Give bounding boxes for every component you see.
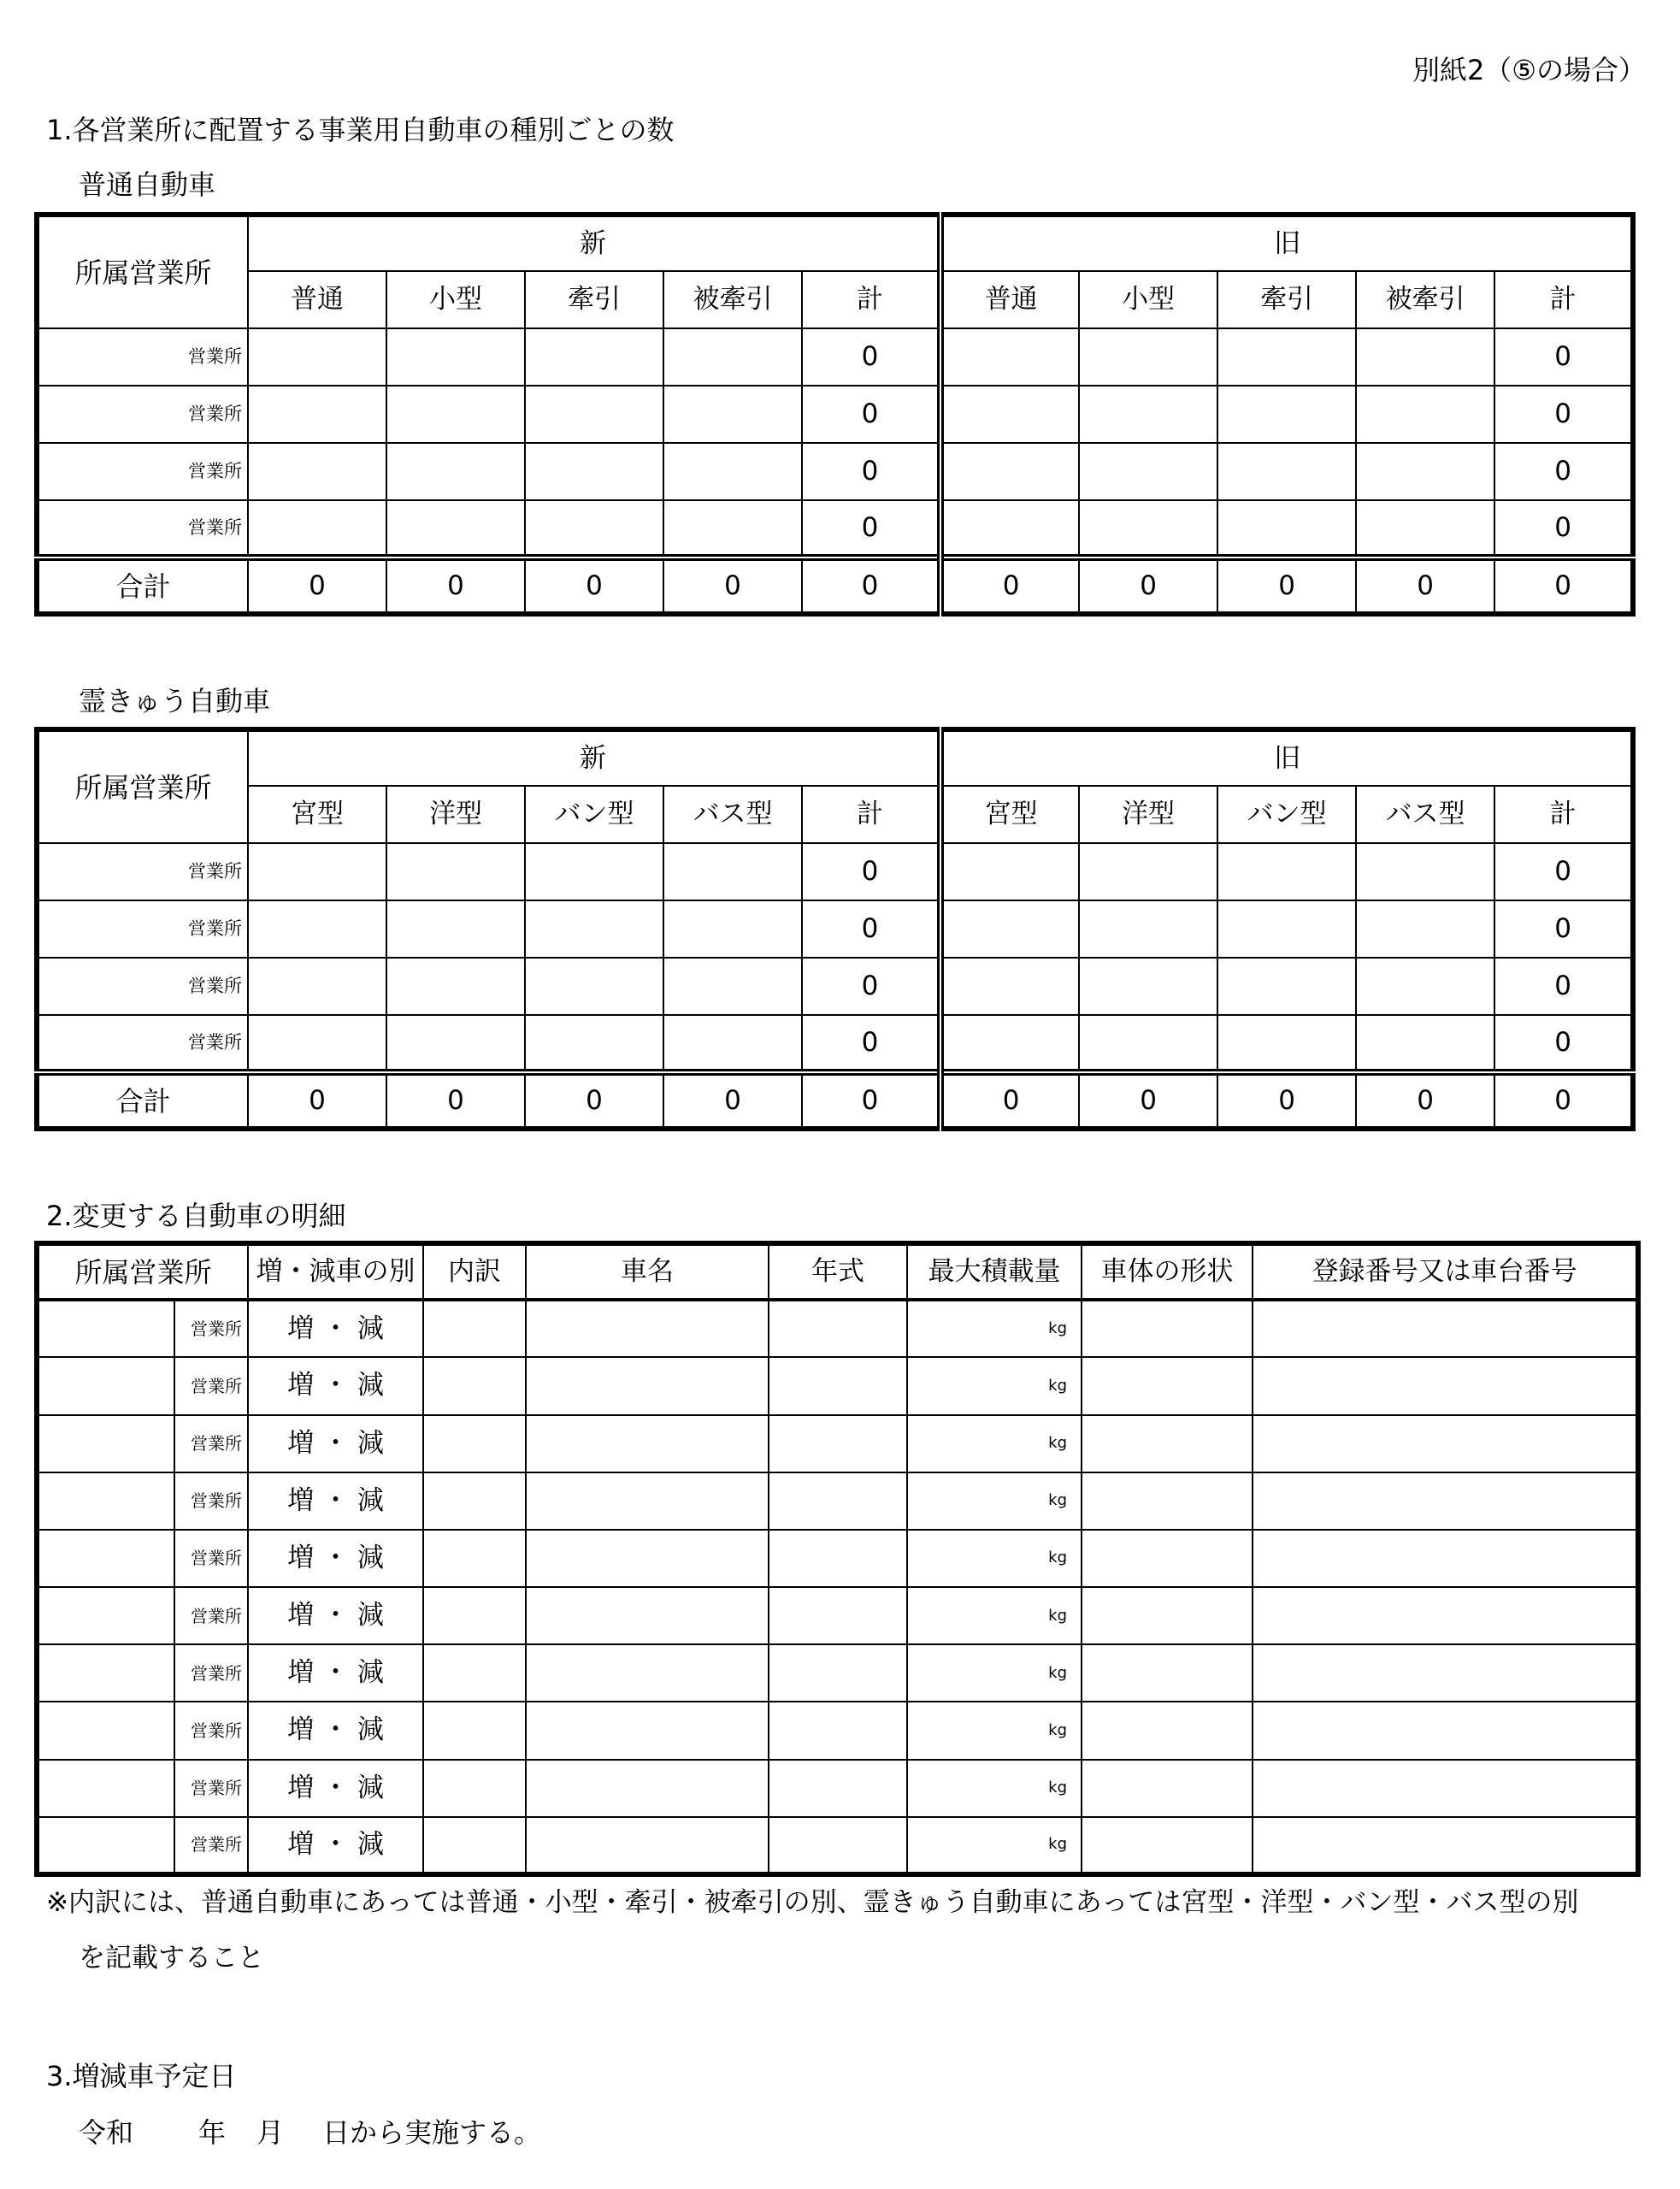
col-header-old-total: 計 <box>1494 271 1633 328</box>
office-label: 営業所 <box>174 1817 248 1874</box>
input-cell[interactable] <box>940 500 1079 558</box>
model-year-cell[interactable] <box>769 1300 907 1357</box>
section3-title: 3.増減車予定日 <box>46 2060 237 2092</box>
input-cell[interactable] <box>248 843 386 900</box>
old-row-total: 0 <box>1494 386 1633 443</box>
office-label: 営業所 <box>37 443 248 500</box>
col-header-new-van: バン型 <box>525 786 663 843</box>
vehicle-name-cell[interactable] <box>526 1817 769 1874</box>
old-group-header: 旧 <box>940 729 1633 786</box>
registration-number-cell[interactable] <box>1253 1300 1638 1357</box>
col-header-old-miya: 宮型 <box>940 786 1079 843</box>
total-value: 0 <box>1079 558 1217 614</box>
office-name-cell[interactable] <box>37 1357 174 1414</box>
input-cell[interactable] <box>386 500 525 558</box>
max-load-cell[interactable]: kg <box>907 1817 1082 1874</box>
office-label: 営業所 <box>174 1644 248 1702</box>
input-cell[interactable] <box>386 443 525 500</box>
input-cell[interactable] <box>1217 1015 1356 1072</box>
model-year-cell[interactable] <box>769 1587 907 1644</box>
increase-decrease-choice[interactable]: 増 ・ 減 <box>248 1702 423 1759</box>
input-cell[interactable] <box>1079 443 1217 500</box>
input-cell[interactable] <box>663 900 802 958</box>
vehicle-name-cell[interactable] <box>526 1702 769 1759</box>
table-row <box>37 1357 1638 1414</box>
office-label: 営業所 <box>174 1357 248 1414</box>
office-label: 営業所 <box>37 900 248 958</box>
registration-number-cell[interactable] <box>1253 1760 1638 1817</box>
body-shape-cell[interactable] <box>1082 1415 1253 1472</box>
total-value: 0 <box>802 1072 940 1129</box>
body-shape-cell[interactable] <box>1082 1587 1253 1644</box>
total-label: 合計 <box>37 558 248 614</box>
table-row <box>37 386 1633 443</box>
model-year-cell[interactable] <box>769 1415 907 1472</box>
ordinary-vehicles-subtitle: 普通自動車 <box>79 168 216 201</box>
table-row <box>37 843 1633 900</box>
max-load-cell[interactable]: kg <box>907 1357 1082 1414</box>
increase-decrease-choice[interactable]: 増 ・ 減 <box>248 1760 423 1817</box>
increase-decrease-choice[interactable]: 増 ・ 減 <box>248 1587 423 1644</box>
office-label: 営業所 <box>37 328 248 386</box>
input-cell[interactable] <box>1356 386 1494 443</box>
old-row-total: 0 <box>1494 500 1633 558</box>
model-year-cell[interactable] <box>769 1817 907 1874</box>
input-cell[interactable] <box>1217 843 1356 900</box>
input-cell[interactable] <box>525 328 663 386</box>
col-header-breakdown: 内訳 <box>423 1243 526 1300</box>
input-cell[interactable] <box>248 900 386 958</box>
input-cell[interactable] <box>940 328 1079 386</box>
input-cell[interactable] <box>525 843 663 900</box>
vehicle-name-cell[interactable] <box>526 1530 769 1587</box>
registration-number-cell[interactable] <box>1253 1587 1638 1644</box>
col-header-vehicle-name: 車名 <box>526 1243 769 1300</box>
new-row-total: 0 <box>802 1015 940 1072</box>
input-cell[interactable] <box>1079 958 1217 1015</box>
office-name-cell[interactable] <box>37 1530 174 1587</box>
vehicle-change-details-table <box>34 1241 1641 1877</box>
input-cell[interactable] <box>1356 900 1494 958</box>
total-value: 0 <box>248 1072 386 1129</box>
new-row-total: 0 <box>802 900 940 958</box>
office-name-cell[interactable] <box>37 1300 174 1357</box>
col-header-new-total: 計 <box>802 271 940 328</box>
breakdown-cell[interactable] <box>423 1472 526 1530</box>
input-cell[interactable] <box>525 386 663 443</box>
col-header-new-small: 小型 <box>386 271 525 328</box>
breakdown-note-line1: ※内訳には、普通自動車にあっては普通・小型・牽引・被牽引の別、霊きゅう自動車にあっては宮型・洋型・バン型・バス型の別 <box>46 1887 1579 1918</box>
increase-decrease-choice[interactable]: 増 ・ 減 <box>248 1644 423 1702</box>
table-row <box>37 900 1633 958</box>
input-cell[interactable] <box>1356 843 1494 900</box>
input-cell[interactable] <box>386 843 525 900</box>
vehicle-name-cell[interactable] <box>526 1472 769 1530</box>
section1-title: 1.各営業所に配置する事業用自動車の種別ごとの数 <box>46 114 675 146</box>
vehicle-name-cell[interactable] <box>526 1760 769 1817</box>
col-header-new-total: 計 <box>802 786 940 843</box>
vehicle-name-cell[interactable] <box>526 1300 769 1357</box>
table-row <box>37 1530 1638 1587</box>
old-row-total: 0 <box>1494 958 1633 1015</box>
total-value: 0 <box>1079 1072 1217 1129</box>
input-cell[interactable] <box>248 500 386 558</box>
office-label: 営業所 <box>37 843 248 900</box>
total-value: 0 <box>386 1072 525 1129</box>
input-cell[interactable] <box>1079 843 1217 900</box>
input-cell[interactable] <box>663 958 802 1015</box>
input-cell[interactable] <box>386 900 525 958</box>
input-cell[interactable] <box>248 443 386 500</box>
table-row <box>37 1644 1638 1702</box>
table-row <box>37 500 1633 558</box>
input-cell[interactable] <box>1356 958 1494 1015</box>
totals-row <box>37 1072 1633 1129</box>
input-cell[interactable] <box>248 1015 386 1072</box>
table-row <box>37 328 1633 386</box>
input-cell[interactable] <box>1079 328 1217 386</box>
col-header-model-year: 年式 <box>769 1243 907 1300</box>
col-header-old-total: 計 <box>1494 786 1633 843</box>
breakdown-cell[interactable] <box>423 1760 526 1817</box>
registration-number-cell[interactable] <box>1253 1472 1638 1530</box>
office-label: 営業所 <box>174 1530 248 1587</box>
input-cell[interactable] <box>386 958 525 1015</box>
input-cell[interactable] <box>1217 386 1356 443</box>
breakdown-cell[interactable] <box>423 1300 526 1357</box>
input-cell[interactable] <box>1079 1015 1217 1072</box>
vehicle-name-cell[interactable] <box>526 1415 769 1472</box>
total-value: 0 <box>663 558 802 614</box>
new-row-total: 0 <box>802 386 940 443</box>
input-cell[interactable] <box>1356 328 1494 386</box>
total-value: 0 <box>248 558 386 614</box>
office-label: 営業所 <box>174 1587 248 1644</box>
col-header-office: 所属営業所 <box>37 1243 248 1300</box>
col-header-old-van: バン型 <box>1217 786 1356 843</box>
new-group-header: 新 <box>248 729 940 786</box>
registration-number-cell[interactable] <box>1253 1530 1638 1587</box>
registration-number-cell[interactable] <box>1253 1415 1638 1472</box>
input-cell[interactable] <box>1079 900 1217 958</box>
model-year-cell[interactable] <box>769 1530 907 1587</box>
office-name-cell[interactable] <box>37 1702 174 1759</box>
office-name-cell[interactable] <box>37 1760 174 1817</box>
office-label: 営業所 <box>174 1760 248 1817</box>
input-cell[interactable] <box>1356 443 1494 500</box>
table-row <box>37 1760 1638 1817</box>
input-cell[interactable] <box>1356 1015 1494 1072</box>
total-value: 0 <box>525 558 663 614</box>
total-value: 0 <box>1494 558 1633 614</box>
vehicle-name-cell[interactable] <box>526 1357 769 1414</box>
breakdown-cell[interactable] <box>423 1415 526 1472</box>
col-header-new-western: 洋型 <box>386 786 525 843</box>
input-cell[interactable] <box>386 386 525 443</box>
input-cell[interactable] <box>663 443 802 500</box>
input-cell[interactable] <box>940 443 1079 500</box>
input-cell[interactable] <box>248 328 386 386</box>
registration-number-cell[interactable] <box>1253 1644 1638 1702</box>
total-label: 合計 <box>37 1072 248 1129</box>
office-label: 営業所 <box>174 1472 248 1530</box>
office-label: 営業所 <box>174 1702 248 1759</box>
col-header-new-trailer: 被牽引 <box>663 271 802 328</box>
section2-title: 2.変更する自動車の明細 <box>46 1200 346 1232</box>
input-cell[interactable] <box>525 958 663 1015</box>
input-cell[interactable] <box>663 1015 802 1072</box>
new-row-total: 0 <box>802 500 940 558</box>
total-value: 0 <box>525 1072 663 1129</box>
total-value: 0 <box>1217 1072 1356 1129</box>
office-name-cell[interactable] <box>37 1644 174 1702</box>
office-label: 営業所 <box>174 1415 248 1472</box>
total-value: 0 <box>1356 1072 1494 1129</box>
increase-decrease-choice[interactable]: 増 ・ 減 <box>248 1817 423 1874</box>
table-row <box>37 1300 1638 1357</box>
office-name-cell[interactable] <box>37 1472 174 1530</box>
col-header-registration-number: 登録番号又は車台番号 <box>1253 1243 1638 1300</box>
col-header-old-western: 洋型 <box>1079 786 1217 843</box>
total-value: 0 <box>940 558 1079 614</box>
input-cell[interactable] <box>663 328 802 386</box>
model-year-cell[interactable] <box>769 1357 907 1414</box>
old-group-header: 旧 <box>940 215 1633 271</box>
max-load-cell[interactable]: kg <box>907 1587 1082 1644</box>
body-shape-cell[interactable] <box>1082 1644 1253 1702</box>
table-row <box>37 1472 1638 1530</box>
input-cell[interactable] <box>525 443 663 500</box>
implementation-day-text: 日から実施する。 <box>322 2116 542 2149</box>
old-row-total: 0 <box>1494 328 1633 386</box>
table-row <box>37 1415 1638 1472</box>
office-column-header: 所属営業所 <box>37 215 248 328</box>
max-load-cell[interactable]: kg <box>907 1415 1082 1472</box>
body-shape-cell[interactable] <box>1082 1760 1253 1817</box>
col-header-old-trailer: 被牽引 <box>1356 271 1494 328</box>
col-header-increase-decrease: 増・減車の別 <box>248 1243 423 1300</box>
input-cell[interactable] <box>248 386 386 443</box>
total-value: 0 <box>940 1072 1079 1129</box>
increase-decrease-choice[interactable]: 増 ・ 減 <box>248 1300 423 1357</box>
table-row <box>37 958 1633 1015</box>
office-label: 営業所 <box>37 386 248 443</box>
input-cell[interactable] <box>940 843 1079 900</box>
old-row-total: 0 <box>1494 1015 1633 1072</box>
col-header-old-ordinary: 普通 <box>940 271 1079 328</box>
body-shape-cell[interactable] <box>1082 1530 1253 1587</box>
registration-number-cell[interactable] <box>1253 1817 1638 1874</box>
office-name-cell[interactable] <box>37 1587 174 1644</box>
col-header-new-tractor: 牽引 <box>525 271 663 328</box>
col-header-old-small: 小型 <box>1079 271 1217 328</box>
input-cell[interactable] <box>940 900 1079 958</box>
breakdown-cell[interactable] <box>423 1702 526 1759</box>
col-header-new-ordinary: 普通 <box>248 271 386 328</box>
model-year-cell[interactable] <box>769 1644 907 1702</box>
attachment-label: 別紙2（⑤の場合） <box>1412 54 1646 86</box>
input-cell[interactable] <box>1217 958 1356 1015</box>
input-cell[interactable] <box>525 900 663 958</box>
model-year-cell[interactable] <box>769 1702 907 1759</box>
registration-number-cell[interactable] <box>1253 1702 1638 1759</box>
input-cell[interactable] <box>1217 500 1356 558</box>
old-row-total: 0 <box>1494 443 1633 500</box>
ordinary-vehicles-table <box>34 212 1636 617</box>
increase-decrease-choice[interactable]: 増 ・ 減 <box>248 1472 423 1530</box>
input-cell[interactable] <box>1079 386 1217 443</box>
vehicle-name-cell[interactable] <box>526 1644 769 1702</box>
table-row <box>37 1587 1638 1644</box>
total-value: 0 <box>1356 558 1494 614</box>
total-value: 0 <box>1494 1072 1633 1129</box>
increase-decrease-choice[interactable]: 増 ・ 減 <box>248 1530 423 1587</box>
new-row-total: 0 <box>802 443 940 500</box>
total-value: 0 <box>802 558 940 614</box>
totals-row <box>37 558 1633 614</box>
body-shape-cell[interactable] <box>1082 1817 1253 1874</box>
era-label: 令和 <box>79 2116 134 2149</box>
input-cell[interactable] <box>248 958 386 1015</box>
hearse-vehicles-table <box>34 727 1636 1131</box>
breakdown-note-line2: を記載すること <box>79 1943 264 1974</box>
old-row-total: 0 <box>1494 900 1633 958</box>
input-cell[interactable] <box>1079 500 1217 558</box>
new-row-total: 0 <box>802 843 940 900</box>
total-value: 0 <box>663 1072 802 1129</box>
new-row-total: 0 <box>802 958 940 1015</box>
table-row <box>37 443 1633 500</box>
input-cell[interactable] <box>525 1015 663 1072</box>
col-header-max-load: 最大積載量 <box>907 1243 1082 1300</box>
office-label: 営業所 <box>37 958 248 1015</box>
col-header-body-shape: 車体の形状 <box>1082 1243 1253 1300</box>
table-row <box>37 1817 1638 1874</box>
increase-decrease-choice[interactable]: 増 ・ 減 <box>248 1357 423 1414</box>
input-cell[interactable] <box>663 843 802 900</box>
new-group-header: 新 <box>248 215 940 271</box>
max-load-cell[interactable]: kg <box>907 1702 1082 1759</box>
col-header-old-tractor: 牽引 <box>1217 271 1356 328</box>
col-header-new-bus: バス型 <box>663 786 802 843</box>
total-value: 0 <box>1217 558 1356 614</box>
input-cell[interactable] <box>940 958 1079 1015</box>
vehicle-name-cell[interactable] <box>526 1587 769 1644</box>
body-shape-cell[interactable] <box>1082 1300 1253 1357</box>
office-name-cell[interactable] <box>37 1817 174 1874</box>
input-cell[interactable] <box>940 386 1079 443</box>
input-cell[interactable] <box>1217 900 1356 958</box>
office-label: 営業所 <box>37 500 248 558</box>
total-value: 0 <box>386 558 525 614</box>
breakdown-cell[interactable] <box>423 1817 526 1874</box>
input-cell[interactable] <box>386 328 525 386</box>
max-load-cell[interactable]: kg <box>907 1300 1082 1357</box>
office-label: 営業所 <box>174 1300 248 1357</box>
max-load-cell[interactable]: kg <box>907 1530 1082 1587</box>
input-cell[interactable] <box>663 386 802 443</box>
table-row <box>37 1702 1638 1759</box>
office-label: 営業所 <box>37 1015 248 1072</box>
input-cell[interactable] <box>386 1015 525 1072</box>
input-cell[interactable] <box>940 1015 1079 1072</box>
input-cell[interactable] <box>663 500 802 558</box>
body-shape-cell[interactable] <box>1082 1472 1253 1530</box>
office-column-header: 所属営業所 <box>37 729 248 843</box>
month-label: 月 <box>256 2116 285 2149</box>
table-row <box>37 1015 1633 1072</box>
increase-decrease-choice[interactable]: 増 ・ 減 <box>248 1415 423 1472</box>
model-year-cell[interactable] <box>769 1760 907 1817</box>
year-label: 年 <box>198 2116 227 2149</box>
input-cell[interactable] <box>1356 500 1494 558</box>
col-header-old-bus: バス型 <box>1356 786 1494 843</box>
hearse-vehicles-subtitle: 霊きゅう自動車 <box>79 685 271 717</box>
input-cell[interactable] <box>1217 328 1356 386</box>
body-shape-cell[interactable] <box>1082 1702 1253 1759</box>
max-load-cell[interactable]: kg <box>907 1472 1082 1530</box>
body-shape-cell[interactable] <box>1082 1357 1253 1414</box>
office-name-cell[interactable] <box>37 1415 174 1472</box>
breakdown-cell[interactable] <box>423 1530 526 1587</box>
breakdown-cell[interactable] <box>423 1644 526 1702</box>
input-cell[interactable] <box>1217 443 1356 500</box>
input-cell[interactable] <box>525 500 663 558</box>
max-load-cell[interactable]: kg <box>907 1644 1082 1702</box>
max-load-cell[interactable]: kg <box>907 1760 1082 1817</box>
breakdown-cell[interactable] <box>423 1587 526 1644</box>
model-year-cell[interactable] <box>769 1472 907 1530</box>
breakdown-cell[interactable] <box>423 1357 526 1414</box>
registration-number-cell[interactable] <box>1253 1357 1638 1414</box>
col-header-new-miya: 宮型 <box>248 786 386 843</box>
new-row-total: 0 <box>802 328 940 386</box>
old-row-total: 0 <box>1494 843 1633 900</box>
